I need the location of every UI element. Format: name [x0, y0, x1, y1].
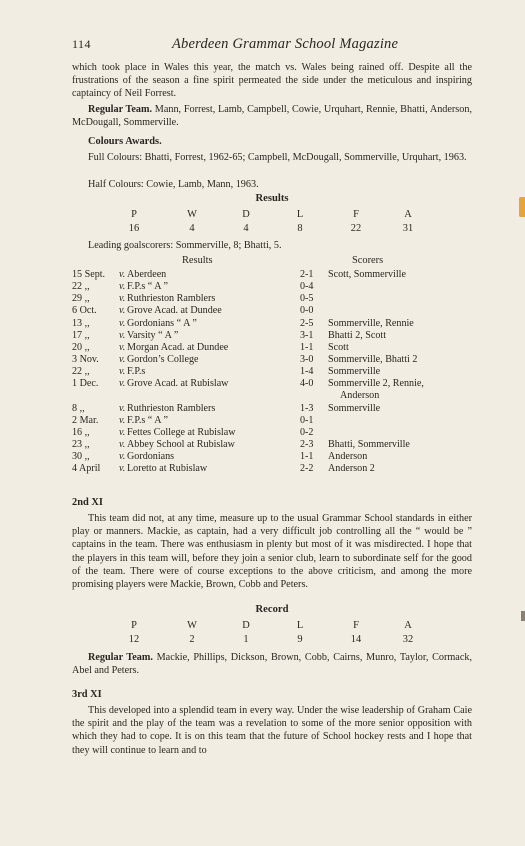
fixture-date: 2 Mar.	[72, 414, 99, 426]
fixture-row	[72, 330, 472, 342]
fixture-date: 30 ,,	[72, 451, 90, 463]
half-colours: Half Colours: Cowie, Lamb, Mann, 1963.	[88, 179, 259, 190]
fixture-opponent: Fettes College at Rubislaw	[127, 426, 236, 438]
fixture-scorers: Bhatti, Sommerville	[328, 439, 410, 451]
fixture-versus: v.	[119, 414, 126, 426]
fixture-opponent: Gordonians “ A ”	[127, 317, 197, 329]
fixture-scorers-continued: Anderson	[340, 390, 380, 402]
fixture-date: 22 ,,	[72, 366, 90, 378]
record-header-l: L	[296, 620, 304, 631]
fixture-score: 1-3	[300, 402, 314, 414]
fixture-scorers: Anderson 2	[328, 463, 375, 475]
fixture-scorers: Bhatti 2, Scott	[328, 329, 387, 341]
fixture-versus: v.	[119, 354, 126, 366]
third-xi-report: This developed into a splendid team in every way. Under the wise leadership of Graham Caie the spirit and the play of the team was a revelation to some of the more senior opposition with which they had to cope. It is on this team that the future of School hockey rests and I hope that they will continue to learn and to	[72, 705, 472, 756]
fixture-versus: v.	[119, 451, 126, 463]
summary-value-d: 4	[243, 223, 249, 234]
fixture-date: 22 ,,	[72, 281, 90, 293]
fixture-score: 3-1	[300, 329, 314, 341]
fixture-scorers: Sommerville 2, Rennie,	[328, 378, 424, 390]
fixture-date: 3 Nov.	[72, 354, 99, 366]
summary-header-d: D	[242, 209, 250, 220]
table-heading-scorers: Scorers	[352, 255, 384, 266]
fixture-row	[72, 293, 472, 305]
record-heading: Record	[255, 604, 289, 615]
fixture-row	[72, 427, 472, 439]
page-number: 114	[72, 37, 92, 51]
fixture-opponent: F.P.s “ A ”	[127, 414, 168, 426]
results-heading: Results	[255, 193, 289, 204]
summary-value-p: 16	[128, 223, 140, 234]
regular-team-players: Mann, Forrest, Lamb, Campbell, Cowie, Urquhart, Rennie, Bhatti, Anderson, McDougall, Sommerville.	[72, 104, 472, 129]
fixture-opponent: Grove Acad. at Rubislaw	[127, 378, 229, 390]
fixture-opponent: Gordonians	[127, 451, 175, 463]
fixture-scorers: Anderson	[328, 451, 368, 463]
fixture-opponent: Morgan Acad. at Dundee	[127, 341, 229, 353]
record-value-p: 12	[128, 634, 140, 645]
magazine-title: Aberdeen Grammar School Magazine	[172, 36, 399, 52]
fixture-opponent: Ruthrieston Ramblers	[127, 293, 216, 305]
fixture-scorers: Sommerville	[328, 402, 381, 414]
fixture-versus: v.	[119, 463, 126, 475]
summary-value-w: 4	[189, 223, 195, 234]
fixture-opponent: Abbey School at Rubislaw	[127, 439, 235, 451]
full-colours: Full Colours: Bhatti, Forrest, 1962-65; Campbell, McDougall, Sommerville, Urquhart, 1963.	[88, 152, 467, 163]
record-value-a: 32	[402, 634, 414, 645]
fixture-row	[72, 318, 472, 330]
fixture-row	[72, 366, 472, 378]
record-header-d: D	[242, 620, 250, 631]
summary-header-f: F	[353, 209, 359, 220]
fixture-score: 2-2	[300, 463, 314, 475]
table-heading-results: Results	[182, 255, 213, 266]
fixture-score: 1-4	[300, 366, 314, 378]
fixture-opponent: Grove Acad. at Dundee	[127, 305, 222, 317]
fixture-scorers: Sommerville	[328, 366, 381, 378]
summary-header-w: W	[187, 209, 197, 220]
fixture-versus: v.	[119, 281, 126, 293]
leading-goalscorers: Leading goalscorers: Sommerville, 8; Bhatti, 5.	[88, 240, 282, 251]
fixture-row	[72, 439, 472, 451]
second-xi-regular-label: Regular Team.	[88, 652, 153, 663]
first-xi-regular-team	[72, 103, 472, 129]
summary-header-p: P	[131, 209, 137, 220]
record-header-f: F	[353, 620, 359, 631]
record-header-a: A	[404, 620, 412, 631]
summary-header-a: A	[404, 209, 412, 220]
fixture-date: 1 Dec.	[72, 378, 99, 390]
fixture-score: 2-1	[300, 269, 314, 280]
record-value-l: 9	[297, 634, 303, 645]
fixture-date: 29 ,,	[72, 293, 90, 305]
fixture-date: 8 ,,	[72, 402, 85, 414]
fixture-score: 1-1	[300, 341, 314, 353]
fixture-date: 13 ,,	[72, 317, 90, 329]
fixture-row	[72, 378, 472, 402]
fixture-score: 4-0	[300, 378, 314, 390]
fixture-opponent: F.P.s “ A ”	[127, 281, 168, 293]
fixture-score: 0-5	[300, 293, 314, 305]
second-xi-regular-team	[72, 651, 472, 677]
second-xi-report: This team did not, at any time, measure up to the usual Grammar School standards in either play or manners. Mackie, as captain, had a very difficult job controlling all the “ would be ” captains in the team. There was enthusiasm in plenty but most of it was misdirected. I hope that the players in this team will, before they join a senior club, learn to subordinate self for the good of the team. There were of course exceptions to the above criticism, and among the more promising players were Mackie, Brown, Cobb and Peters.	[72, 513, 472, 591]
fixture-opponent: Ruthrieston Ramblers	[127, 402, 216, 414]
fixture-opponent: F.P.s	[127, 366, 146, 378]
third-xi-heading: 3rd XI	[72, 689, 102, 700]
fixture-date: 15 Sept.	[72, 269, 106, 280]
fixture-score: 2-3	[300, 439, 314, 451]
fixture-versus: v.	[119, 402, 126, 414]
fixture-versus: v.	[119, 378, 126, 390]
colours-heading: Colours Awards.	[88, 136, 162, 147]
fixture-row	[72, 403, 472, 415]
record-value-w: 2	[189, 634, 195, 645]
fixture-row	[72, 354, 472, 366]
page-edge-speck	[521, 611, 525, 621]
fixture-date: 17 ,,	[72, 329, 90, 341]
fixture-versus: v.	[119, 341, 126, 353]
fixture-date: 6 Oct.	[72, 305, 97, 317]
fixture-score: 0-1	[300, 414, 314, 426]
second-xi-heading: 2nd XI	[72, 497, 103, 508]
second-xi-regular-players: Mackie, Phillips, Dickson, Brown, Cobb, Cairns, Munro, Taylor, Cormack, Abel and Peters.	[72, 652, 472, 677]
fixture-scorers: Sommerville, Rennie	[328, 317, 414, 329]
record-value-d: 1	[243, 634, 249, 645]
record-value-f: 14	[350, 634, 362, 645]
regular-team-label: Regular Team.	[88, 104, 152, 115]
fixture-row	[72, 281, 472, 293]
running-header	[72, 37, 472, 55]
fixture-row	[72, 463, 472, 475]
summary-value-f: 22	[350, 223, 362, 234]
page-edge-mark	[519, 197, 525, 217]
fixture-date: 16 ,,	[72, 426, 90, 438]
fixture-opponent: Varsity “ A ”	[127, 329, 179, 341]
record-header-w: W	[187, 620, 197, 631]
summary-value-a: 31	[402, 223, 414, 234]
fixture-scorers: Scott, Sommerville	[328, 269, 406, 280]
fixture-versus: v.	[119, 329, 126, 341]
fixture-versus: v.	[119, 269, 126, 280]
fixture-score: 0-2	[300, 426, 314, 438]
fixture-row	[72, 451, 472, 463]
fixture-versus: v.	[119, 426, 126, 438]
fixture-versus: v.	[119, 293, 126, 305]
fixture-score: 0-4	[300, 281, 314, 293]
fixture-date: 20 ,,	[72, 341, 90, 353]
summary-header-l: L	[296, 209, 304, 220]
fixture-row	[72, 269, 472, 281]
fixture-row	[72, 342, 472, 354]
record-header-p: P	[131, 620, 137, 631]
summary-value-l: 8	[297, 223, 303, 234]
fixture-date: 23 ,,	[72, 439, 90, 451]
intro-paragraph: which took place in Wales this year, the match vs. Wales being rained off. Despite all the frustrations of the season a fine spirit permeated the side under the meticulous and inspiring captaincy of Neil Forrest.	[72, 62, 472, 100]
fixture-versus: v.	[119, 366, 126, 378]
fixture-opponent: Gordon’s College	[127, 354, 199, 366]
fixture-scorers: Scott	[328, 341, 349, 353]
fixture-versus: v.	[119, 317, 126, 329]
fixture-opponent: Loretto at Rubislaw	[127, 463, 208, 475]
fixture-versus: v.	[119, 439, 126, 451]
fixture-score: 1-1	[300, 451, 314, 463]
fixture-versus: v.	[119, 305, 126, 317]
fixture-score: 2-5	[300, 317, 314, 329]
fixture-row	[72, 415, 472, 427]
fixture-scorers: Sommerville, Bhatti 2	[328, 354, 418, 366]
fixture-opponent: Aberdeen	[127, 269, 167, 280]
fixture-score: 0-0	[300, 305, 314, 317]
fixture-score: 3-0	[300, 354, 314, 366]
fixture-date: 4 April	[72, 463, 101, 475]
fixture-row	[72, 305, 472, 317]
